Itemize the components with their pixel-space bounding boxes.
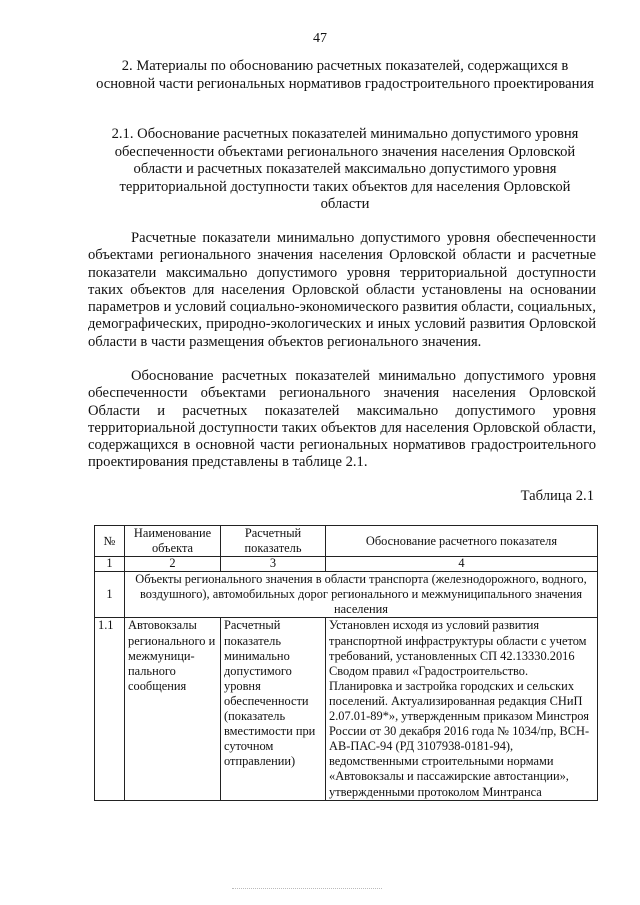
column-number-1: 1 xyxy=(95,557,125,572)
group-title: Объекты регионального значения в области транспорта (железнодорожного, водного, воздушного), автомобильных дорог регионального и межмуниципального значения населения xyxy=(125,572,598,618)
subsection-heading: 2.1. Обоснование расчетных показателей минимально допустимого уровня обеспеченности объектами регионального значения населения Орловской области и расчетных показателей максимально допустимого уровня территориальной доступности таких объектов для населения Орловской области xyxy=(111,126,579,212)
header-justification: Обоснование расчетного показателя xyxy=(326,526,598,557)
table-header-row xyxy=(95,526,598,557)
header-number: № xyxy=(95,526,125,557)
group-number: 1 xyxy=(95,572,125,618)
indicators-table xyxy=(94,525,598,801)
table-caption: Таблица 2.1 xyxy=(520,488,594,504)
table-column-numbers-row xyxy=(95,557,598,572)
table-group-row xyxy=(95,572,598,618)
header-object: Наименование объекта xyxy=(125,526,221,557)
section-heading: 2. Материалы по обоснованию расчетных показателей, содержащихся в основной части региональных нормативов градостроительного проектирования xyxy=(96,58,594,92)
header-indicator: Расчетный показатель xyxy=(221,526,326,557)
column-number-3: 3 xyxy=(221,557,326,572)
row-number: 1.1 xyxy=(95,618,125,800)
row-justification: Установлен исходя из условий развития транспортной инфраструктуры области с учетом требований, установленных СП 42.13330.2016 Сводом правил «Градостроительство. Планировка и застройка городских и сельских поселений. Актуализированная редакция СНиП 2.07.01-89*», утвержденным приказом Минстроя России от 30 декабря 2016 года № 1034/пр, ВСН-АВ-ПАС-94 (РД 3107938-0181-94), ведомственными строительными нормами «Автовокзалы и пассажирские автостанции», утвержденными протоколом Минтранса xyxy=(326,618,598,800)
column-number-2: 2 xyxy=(125,557,221,572)
row-object: Автовокзалы регионального и межмуници-пального сообщения xyxy=(125,618,221,800)
page-number: 47 xyxy=(313,31,327,46)
body-paragraph-2: Обоснование расчетных показателей минимально допустимого уровня обеспеченности объектами регионального значения населения Орловской Области и расчетных показателей максимально допустимого уровня территориальной доступности таких объектов для населения Орловской области, содержащихся в основной части региональных нормативов градостроительного проектирования представлены в таблице 2.1. xyxy=(88,368,596,471)
scan-artifact-divider xyxy=(232,888,382,890)
table-row xyxy=(95,618,598,800)
column-number-4: 4 xyxy=(326,557,598,572)
body-paragraph-1: Расчетные показатели минимально допустимого уровня обеспеченности объектами регионального значения населения Орловской области и расчетные показатели максимально допустимого уровня территориальной доступности таких объектов для населения Орловской области установлены на основании параметров и условий социально-экономического развития области, социальных, демографических, природно-экологических и иных условий развития Орловской области в части размещения объектов регионального значения. xyxy=(88,230,596,350)
row-indicator: Расчетный показатель минимально допустимого уровня обеспеченности (показатель вместимости при суточном отправлении) xyxy=(221,618,326,800)
